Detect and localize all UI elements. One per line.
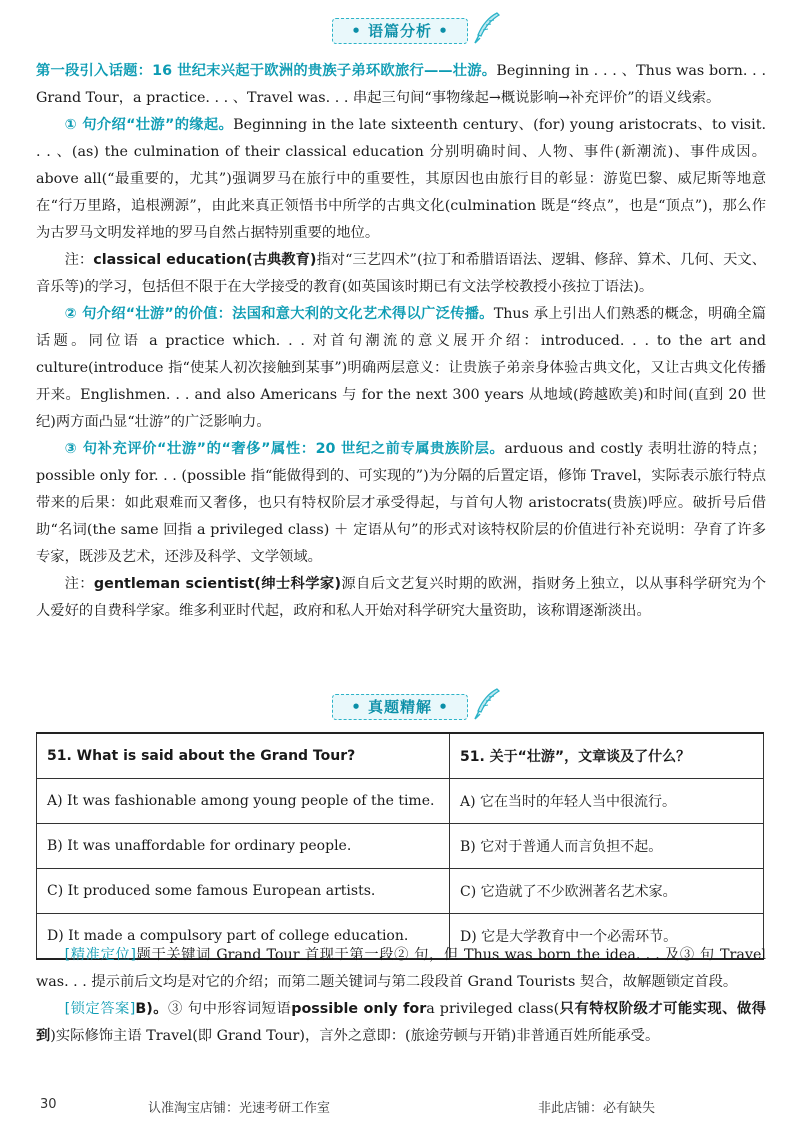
answer-paragraph	[36, 996, 766, 1050]
note-classical-education	[36, 247, 766, 301]
warning-notice: 非此店铺：必有缺失	[538, 1101, 656, 1116]
note-prefix: 注：	[64, 252, 94, 268]
paragraph-3-heading: ② 句介绍“壮游”的价值：法国和意大利的文化艺术得以广泛传播。	[64, 306, 494, 322]
option-c-zh: C) 它造就了不少欧洲著名艺术家。	[450, 869, 764, 914]
section-banner-analysis	[0, 14, 800, 48]
answer-gloss: 只有特权阶级才可能实现、做得到	[36, 1001, 767, 1044]
question-en: 51. What is said about the Grand Tour?	[37, 733, 450, 779]
option-c-en: C) It produced some famous European artists.	[37, 869, 450, 914]
note-text: 指对“三艺四术”(拉丁和希腊语语法、逻辑、修辞、算术、几何、天文、音乐等)的学习，包括但不限于在大学接受的教育(如英国该时期已有文法学校教授小孩拉丁语法)。	[36, 252, 766, 295]
paragraph-2-text: Beginning in the late sixteenth century、(for) young aristocrats、to visit. . . 、(as) the culmination of their classical education 分别明确时间、人物、事件(新潮流)、事件成因。above all(“最重要的，尤其”)强调罗马在旅行中的重要性，其原因也由旅行目的彰显：游览巴黎、威尼斯等地意在“行万里路，追根溯源”，由此来真正领悟书中所学的古典文化(culmination 既是“终点”，也是“顶点”)，那么作为古罗马文明发祥地的罗马自然占据特别重要的地位。	[36, 117, 766, 241]
table-row	[37, 824, 764, 869]
option-b-en: B) It was unaffordable for ordinary people.	[37, 824, 450, 869]
note-text: 源自后文艺复兴时期的欧洲，指财务上独立，以从事科学研究为个人爱好的自费科学家。维多利亚时代起，政府和私人开始对科学研究大量资助，该称谓逐渐淡出。	[36, 576, 767, 619]
option-a-en: A) It was fashionable among young people of the time.	[37, 779, 450, 824]
answer-text: ③ 句中形容词短语	[168, 1001, 292, 1017]
locate-text: 题干关键词 Grand Tour 首现于第一段② 句，但 Thus was born the idea. . . 及③ 句 Travel was. . . 提示前后文均是对它的介绍；而第二题关键词与第二段段首 Grand Tourists 契合，故解题锁定首段。	[36, 947, 766, 990]
question-table	[36, 732, 764, 960]
banner-title: • 语篇分析 •	[351, 22, 449, 40]
answer-text: a privileged class(	[426, 1001, 560, 1017]
note-prefix: 注：	[64, 576, 94, 592]
option-d-en: D) It made a compulsory part of college education.	[37, 914, 450, 960]
shop-notice: 认准淘宝店铺：光速考研工作室	[148, 1101, 331, 1116]
section-banner-solution	[0, 690, 800, 724]
answer-tag: [锁定答案]	[64, 1001, 136, 1017]
option-a-zh: A) 它在当时的年轻人当中很流行。	[450, 779, 764, 824]
paragraph-4-text: arduous and costly 表明壮游的特点；possible only for. . . (possible 指“能做得到的、可实现的”)为分隔的后置定语，修饰 Travel，实际表示旅行特点带来的后果：如此艰难而又奢侈，也只有特权阶层才承受得起，与首句人物 aristocrats(贵族)呼应。破折号后借助“名词(the same 回指 a privileged class) ＋ 定语从句”的形式对该特权阶层的价值进行补充说明：孕育了许多专家，既涉及艺术，还涉及科学、文学领域。	[36, 441, 767, 565]
paragraph-4	[36, 436, 766, 571]
table-row	[37, 733, 764, 779]
option-d-zh: D) 它是大学教育中一个必需环节。	[450, 914, 764, 960]
paragraph-2	[36, 112, 766, 247]
paragraph-2-heading: ① 句介绍“壮游”的缘起。	[64, 117, 234, 133]
locate-paragraph	[36, 942, 766, 996]
answer-choice: B)。	[135, 1001, 169, 1017]
option-b-zh: B) 它对于普通人而言负担不起。	[450, 824, 764, 869]
paragraph-1	[36, 58, 766, 112]
paragraph-3-text: Thus 承上引出人们熟悉的概念，明确全篇话题。同位语 a practice which. . . 对首句潮流的意义展开介绍：introduced. . . to the art and culture(introduce 指“使某人初次接触到某事”)明确两层意义：让贵族子弟亲身体验古典文化，又让古典文化传播开来。Englishmen. . . and also Americans 与 for the next 300 years 从地域(跨越欧美)和时间(直到 20 世纪)两方面凸显“壮游”的广泛影响力。	[36, 306, 766, 430]
question-zh: 51. 关于“壮游”，文章谈及了什么？	[450, 733, 764, 779]
paragraph-3	[36, 301, 766, 436]
locate-tag: [精准定位]	[64, 947, 136, 963]
note-term: gentleman scientist(绅士科学家)	[93, 576, 342, 592]
analysis-body	[36, 58, 766, 625]
solution-body	[36, 942, 766, 1050]
page-footer	[0, 1097, 800, 1123]
note-term: classical education(古典教育)	[93, 252, 317, 268]
table-row	[37, 869, 764, 914]
paragraph-4-heading: ③ 句补充评价“壮游”的“奢侈”属性：20 世纪之前专属贵族阶层。	[64, 441, 505, 457]
quill-pen-icon	[471, 11, 501, 45]
table-row	[37, 779, 764, 824]
answer-text: )实际修饰主语 Travel(即 Grand Tour)，言外之意即：(旅途劳顿与开销)非普通百姓所能承受。	[50, 1028, 660, 1044]
answer-keyword: possible only for	[291, 1001, 427, 1017]
paragraph-1-text: Beginning in . . . 、Thus was born. . . Grand Tour，a practice. . . 、Travel was. . . 串起三句间“事物缘起→概说影响→补充评价”的语义线索。	[36, 63, 766, 106]
quill-pen-icon	[471, 687, 501, 721]
paragraph-1-heading: 第一段引入话题：16 世纪末兴起于欧洲的贵族子弟环欧旅行——壮游。	[36, 63, 497, 79]
banner-title: • 真题精解 •	[351, 698, 449, 716]
page-number: 30	[40, 1097, 57, 1112]
note-gentleman-scientist	[36, 571, 766, 625]
